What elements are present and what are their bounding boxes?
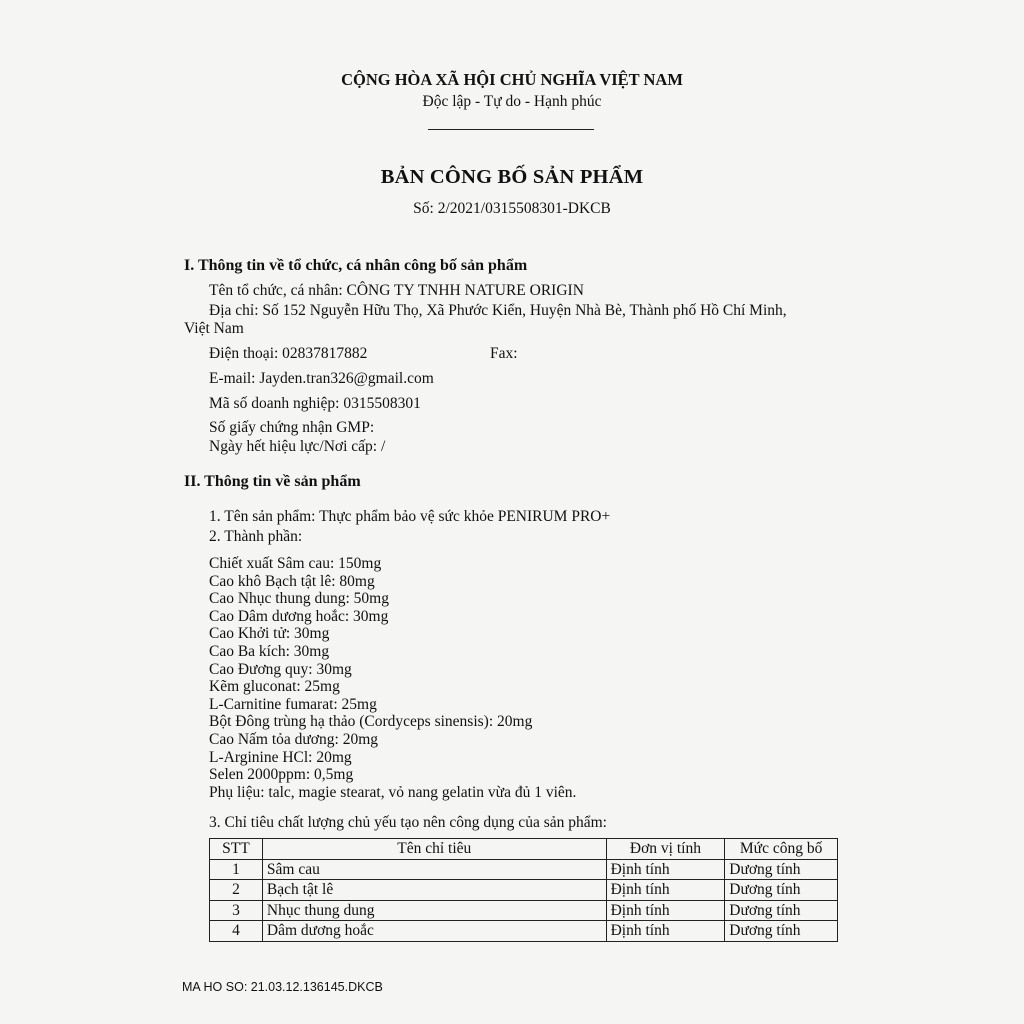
header-divider bbox=[428, 129, 594, 130]
col-header-stt: STT bbox=[210, 839, 263, 860]
section2-heading: II. Thông tin về sản phẩm bbox=[184, 473, 361, 490]
cell-unit: Định tính bbox=[606, 900, 725, 921]
table-header-row bbox=[210, 839, 838, 860]
list-item: Kẽm gluconat: 25mg bbox=[209, 678, 340, 696]
cell-value: Dương tính bbox=[725, 921, 838, 942]
cell-value: Dương tính bbox=[725, 859, 838, 880]
phone: Điện thoại: 02837817882 bbox=[209, 345, 368, 362]
col-header-value: Mức công bố bbox=[725, 839, 838, 860]
address-line2: Việt Nam bbox=[184, 320, 244, 337]
quality-table bbox=[209, 838, 838, 942]
cell-value: Dương tính bbox=[725, 880, 838, 901]
table-row bbox=[210, 859, 838, 880]
col-header-unit: Đơn vị tính bbox=[606, 839, 725, 860]
list-item: Cao Ba kích: 30mg bbox=[209, 642, 330, 660]
list-item: Cao Khởi tử: 30mg bbox=[209, 625, 330, 643]
email: E-mail: Jayden.tran326@gmail.com bbox=[209, 370, 434, 387]
section1-heading: I. Thông tin về tổ chức, cá nhân công bố sản phẩm bbox=[184, 257, 528, 274]
gmp-certificate: Số giấy chứng nhận GMP: bbox=[209, 419, 375, 436]
list-item: Cao Nấm tỏa dương: 20mg bbox=[209, 730, 378, 748]
quality-heading: 3. Chỉ tiêu chất lượng chủ yếu tạo nên công dụng của sản phẩm: bbox=[209, 814, 607, 831]
cell-stt: 3 bbox=[210, 900, 263, 921]
document-title: BẢN CÔNG BỐ SẢN PHẨM bbox=[380, 166, 644, 188]
list-item: Cao Đương quy: 30mg bbox=[209, 660, 352, 678]
list-item: Bột Đông trùng hạ thảo (Cordyceps sinensis): 20mg bbox=[209, 713, 533, 731]
cell-unit: Định tính bbox=[606, 921, 725, 942]
table-row bbox=[210, 921, 838, 942]
product-name: 1. Tên sản phẩm: Thực phẩm bảo vệ sức khỏe PENIRUM PRO+ bbox=[209, 508, 611, 525]
table-row bbox=[210, 880, 838, 901]
cell-stt: 4 bbox=[210, 921, 263, 942]
cell-unit: Định tính bbox=[606, 880, 725, 901]
fax: Fax: bbox=[490, 345, 518, 362]
cell-stt: 2 bbox=[210, 880, 263, 901]
org-name: Tên tổ chức, cá nhân: CÔNG TY TNHH NATURE ORIGIN bbox=[209, 282, 584, 299]
national-motto: Độc lập - Tự do - Hạnh phúc bbox=[422, 93, 602, 110]
list-item: Cao Nhục thung dung: 50mg bbox=[209, 590, 389, 608]
list-item: Selen 2000ppm: 0,5mg bbox=[209, 766, 354, 784]
cell-name: Nhục thung dung bbox=[262, 900, 606, 921]
col-header-name: Tên chỉ tiêu bbox=[262, 839, 606, 860]
expiry-issuer: Ngày hết hiệu lực/Nơi cấp: / bbox=[209, 438, 386, 455]
table-row bbox=[210, 900, 838, 921]
list-item: Cao Dâm dương hoắc: 30mg bbox=[209, 607, 389, 625]
ingredients-list bbox=[209, 555, 576, 801]
tax-code: Mã số doanh nghiệp: 0315508301 bbox=[209, 395, 421, 412]
document-number: Số: 2/2021/0315508301-DKCB bbox=[413, 200, 611, 217]
list-item: L-Arginine HCl: 20mg bbox=[209, 748, 352, 766]
cell-name: Bạch tật lê bbox=[262, 880, 606, 901]
cell-unit: Định tính bbox=[606, 859, 725, 880]
list-item: Phụ liệu: talc, magie stearat, vỏ nang gelatin vừa đủ 1 viên. bbox=[209, 783, 577, 801]
cell-name: Sâm cau bbox=[262, 859, 606, 880]
nation-header: CỘNG HÒA XÃ HỘI CHỦ NGHĨA VIỆT NAM bbox=[341, 70, 683, 89]
list-item: Chiết xuất Sâm cau: 150mg bbox=[209, 555, 382, 572]
record-code: MA HO SO: 21.03.12.136145.DKCB bbox=[182, 980, 383, 994]
cell-value: Dương tính bbox=[725, 900, 838, 921]
address-line1: Địa chỉ: Số 152 Nguyễn Hữu Thọ, Xã Phước Kiển, Huyện Nhà Bè, Thành phố Hồ Chí Minh, bbox=[209, 302, 787, 319]
list-item: Cao khô Bạch tật lê: 80mg bbox=[209, 572, 375, 590]
cell-name: Dâm dương hoắc bbox=[262, 921, 606, 942]
cell-stt: 1 bbox=[210, 859, 263, 880]
ingredients-heading: 2. Thành phần: bbox=[209, 528, 303, 545]
list-item: L-Carnitine fumarat: 25mg bbox=[209, 695, 377, 713]
